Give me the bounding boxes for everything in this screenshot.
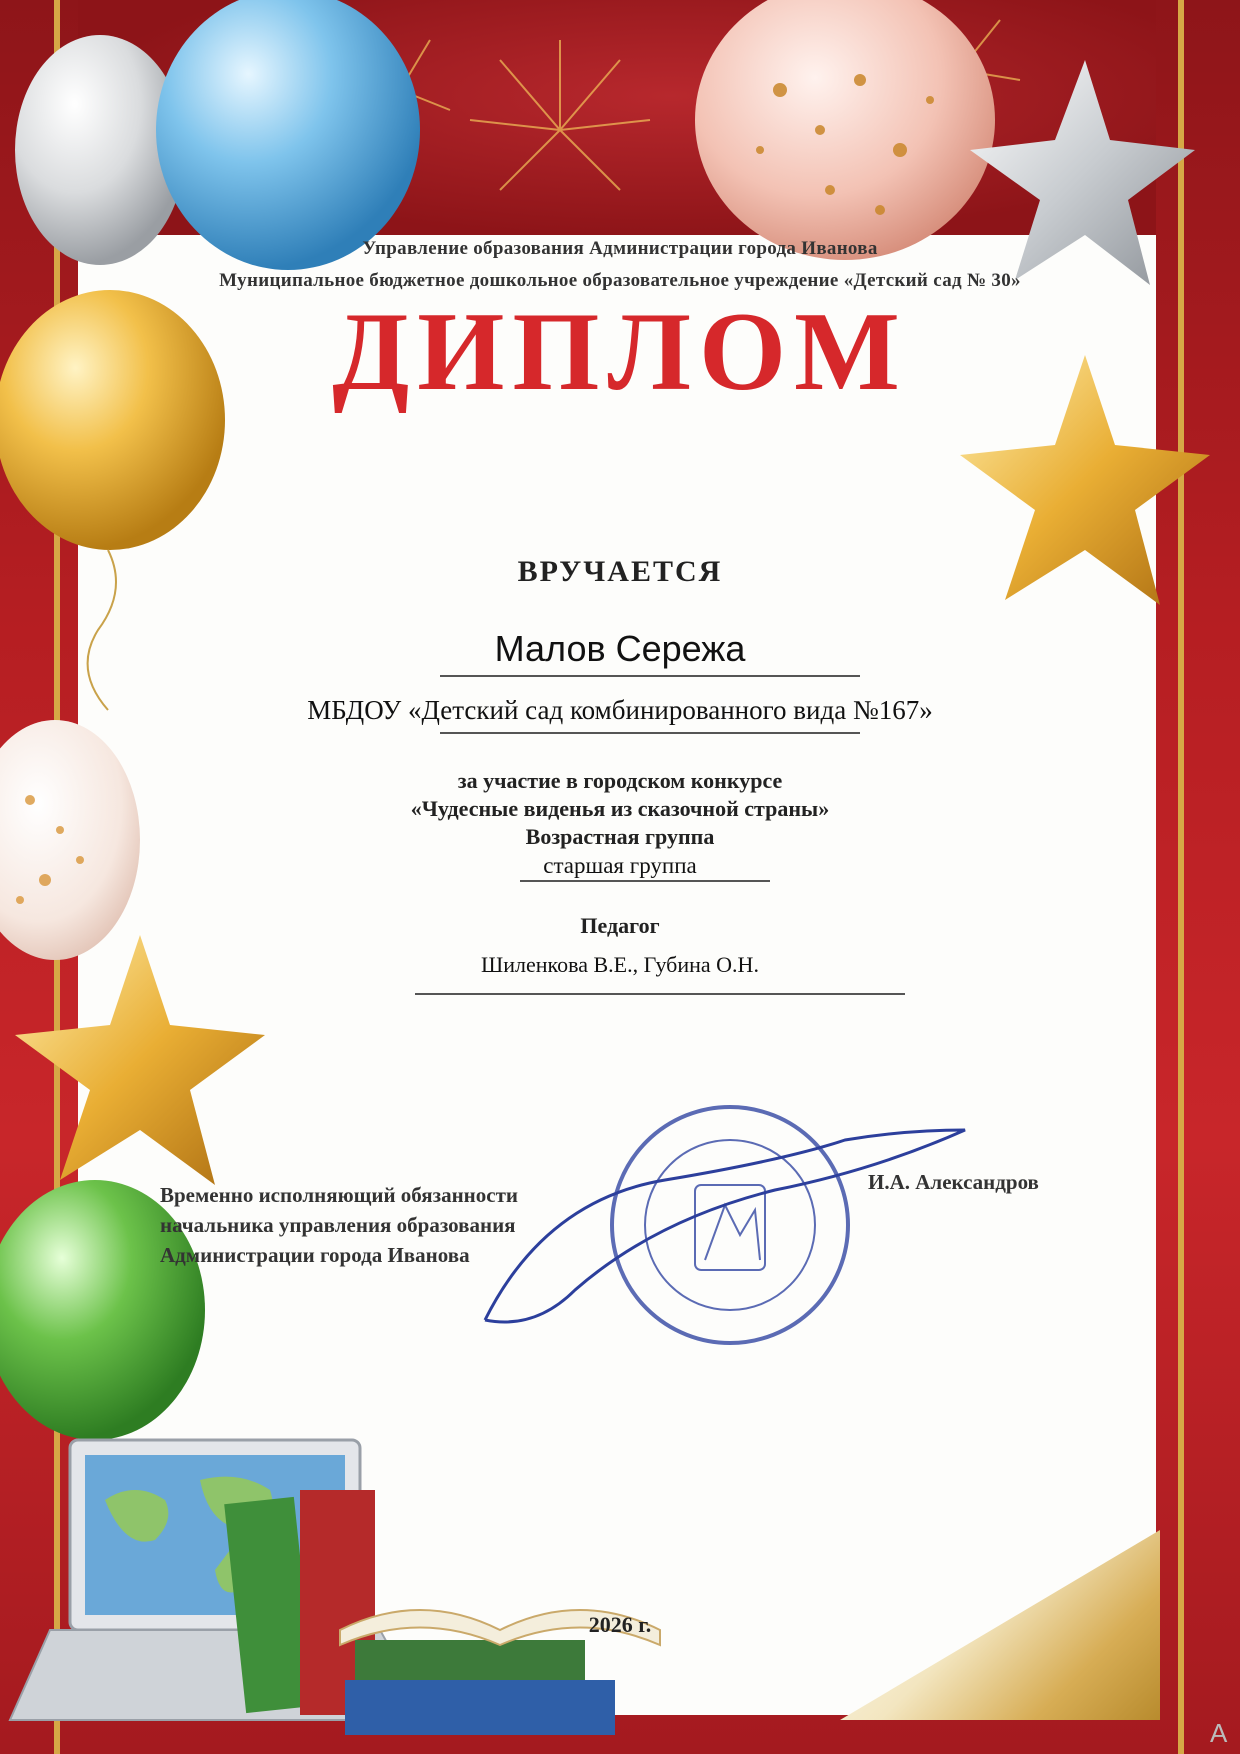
purpose-line-1: за участие в городском конкурсе <box>457 768 783 793</box>
signer-position-line-1: Временно исполняющий обязанности <box>160 1183 519 1207</box>
contest-name: «Чудесные виденья из сказочной страны» <box>410 796 830 821</box>
recipient-organization: МБДОУ «Детский сад комбинированного вида №167» <box>307 695 933 725</box>
header-line-2: Муниципальное бюджетное дошкольное образовательное учреждение «Детский сад № 30» <box>219 270 1021 291</box>
teacher-names: Шиленкова В.Е., Губина О.Н. <box>481 952 759 977</box>
organization-underline <box>440 732 860 734</box>
signer-position <box>160 1180 518 1270</box>
award-label: ВРУЧАЕТСЯ <box>517 555 723 588</box>
age-group-value: старшая группа <box>543 853 697 878</box>
teacher-label: Педагог <box>580 913 660 938</box>
name-underline <box>440 675 860 677</box>
official-stamp <box>612 1107 848 1343</box>
signer-position-line-3: Администрации города Иванова <box>160 1243 470 1267</box>
signer-name: И.А. Александров <box>868 1170 1039 1194</box>
diploma-year: 2026 г. <box>588 1612 652 1637</box>
handwritten-signature <box>485 1130 965 1322</box>
age-group-label: Возрастная группа <box>525 824 715 849</box>
diploma-title: ДИПЛОМ <box>332 290 908 414</box>
age-group-underline <box>520 880 770 882</box>
header-line-1: Управление образования Администрации города Иванова <box>362 238 878 259</box>
corner-mark: А <box>1210 1718 1228 1748</box>
recipient-name: Малов Сережа <box>494 628 746 669</box>
pink-confetti-balloon <box>695 0 995 260</box>
signer-position-line-2: начальника управления образования <box>160 1213 516 1237</box>
teacher-underline <box>415 993 905 995</box>
blue-balloon <box>156 0 420 270</box>
